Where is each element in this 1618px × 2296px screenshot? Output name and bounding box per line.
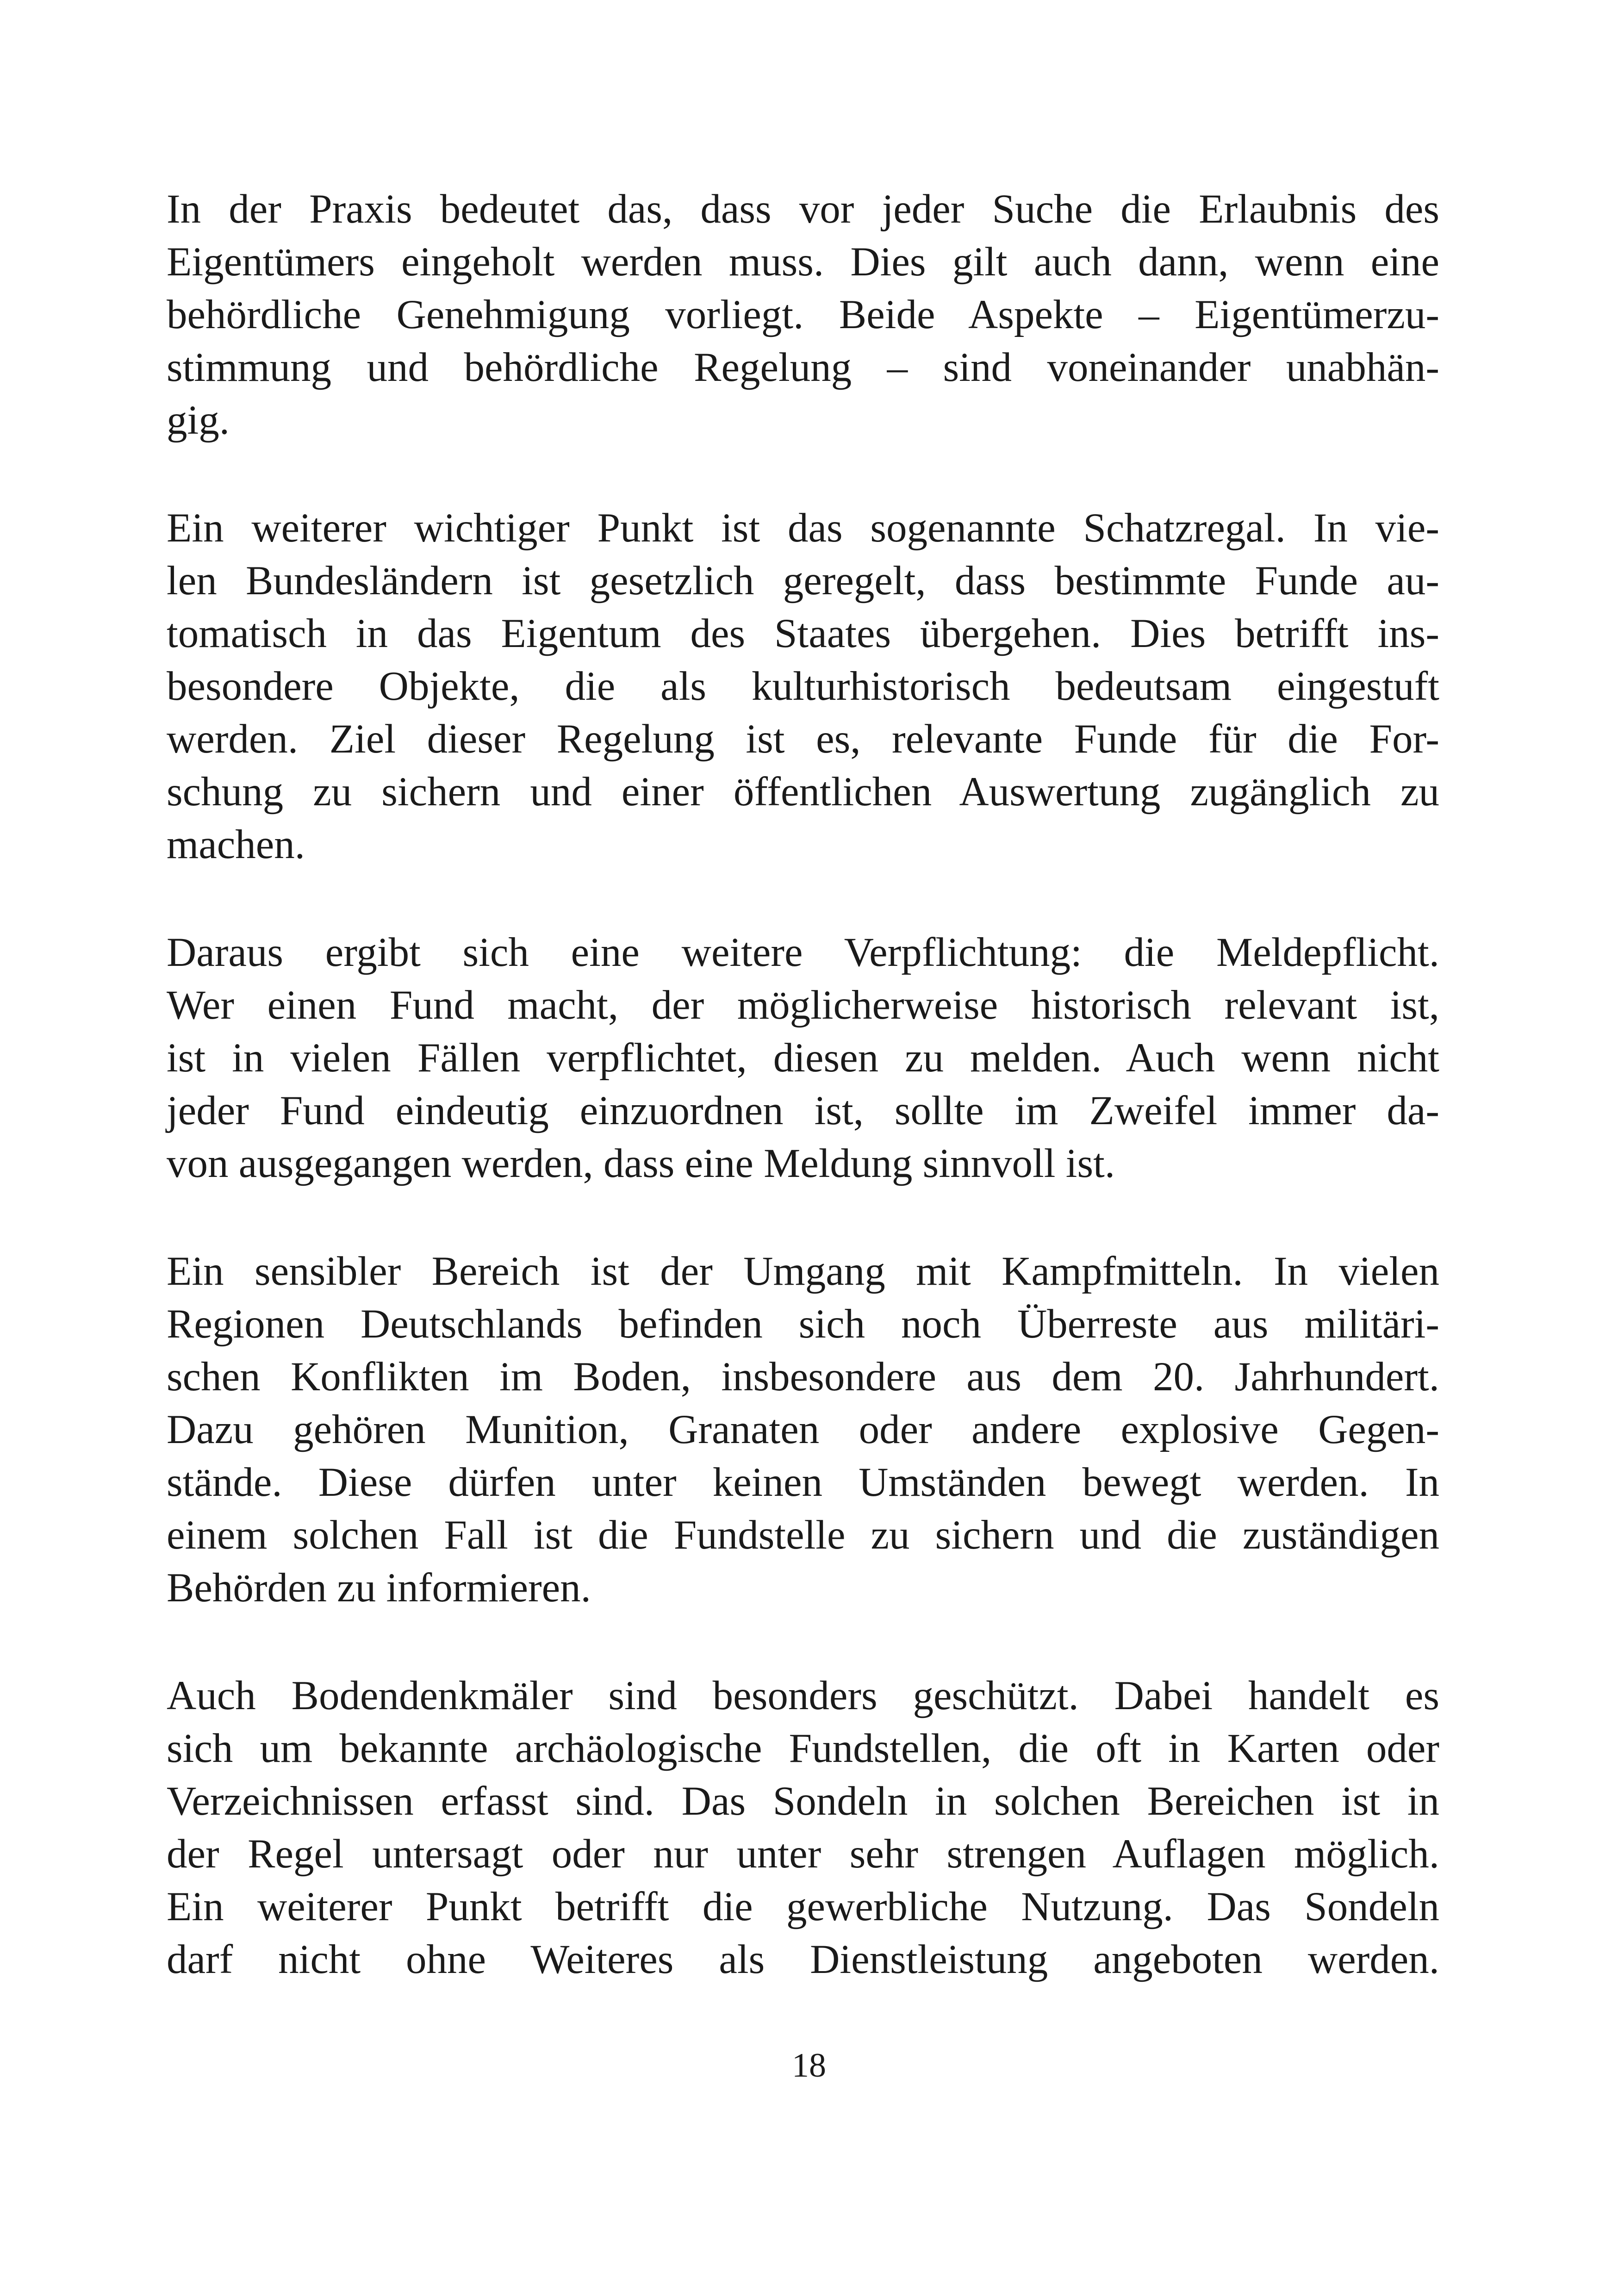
text-line: stände. Diese dürfen unter keinen Umständen bewegt werden. In xyxy=(167,1460,1439,1505)
text-line: Wer einen Fund macht, der möglicherweise historisch relevant ist, xyxy=(167,983,1439,1028)
text-line: Ein sensibler Bereich ist der Umgang mit Kampfmitteln. In vielen xyxy=(167,1249,1439,1294)
page-body xyxy=(167,183,1439,1986)
paragraph-5 xyxy=(167,1669,1439,1986)
paragraph-gap xyxy=(167,447,1439,502)
paragraph-gap xyxy=(167,1614,1439,1669)
text-line: Ein weiterer wichtiger Punkt ist das sogenannte Schatzregal. In vie- xyxy=(167,505,1439,551)
paragraph-4 xyxy=(167,1245,1439,1614)
text-line: von ausgegangen werden, dass eine Meldung sinnvoll ist. xyxy=(167,1141,1115,1186)
text-line: werden. Ziel dieser Regelung ist es, relevante Funde für die For- xyxy=(167,716,1439,762)
paragraph-gap xyxy=(167,871,1439,926)
text-line: Behörden zu informieren. xyxy=(167,1565,591,1611)
page-number: 18 xyxy=(792,2047,826,2084)
text-line: Eigentümers eingeholt werden muss. Dies gilt auch dann, wenn eine xyxy=(167,239,1439,285)
text-line: ist in vielen Fällen verpflichtet, diesen zu melden. Auch wenn nicht xyxy=(167,1035,1439,1081)
text-line: einem solchen Fall ist die Fundstelle zu sichern und die zuständigen xyxy=(167,1512,1439,1558)
paragraph-1 xyxy=(167,183,1439,447)
paragraph-3 xyxy=(167,926,1439,1190)
text-line: machen. xyxy=(167,822,305,867)
text-line: stimmung und behördliche Regelung – sind voneinander unabhän- xyxy=(167,345,1439,390)
text-line: der Regel untersagt oder nur unter sehr strengen Auflagen möglich. xyxy=(167,1831,1439,1877)
text-line: schung zu sichern und einer öffentlichen Auswertung zugänglich zu xyxy=(167,769,1439,815)
text-line: Dazu gehören Munition, Granaten oder andere explosive Gegen- xyxy=(167,1407,1439,1452)
text-line: behördliche Genehmigung vorliegt. Beide Aspekte – Eigentümerzu- xyxy=(167,292,1439,337)
text-line: tomatisch in das Eigentum des Staates übergehen. Dies betrifft ins- xyxy=(167,611,1439,656)
text-line: Auch Bodendenkmäler sind besonders geschützt. Dabei handelt es xyxy=(167,1673,1439,1718)
text-line: darf nicht ohne Weiteres als Dienstleistung angeboten werden. xyxy=(167,1937,1439,1982)
text-line: jeder Fund eindeutig einzuordnen ist, sollte im Zweifel immer da- xyxy=(167,1088,1439,1133)
text-line: In der Praxis bedeutet das, dass vor jeder Suche die Erlaubnis des xyxy=(167,187,1439,232)
paragraph-2 xyxy=(167,502,1439,871)
text-line: len Bundesländern ist gesetzlich geregelt, dass bestimmte Funde au- xyxy=(167,558,1439,604)
text-line: gig. xyxy=(167,398,230,443)
text-line: Regionen Deutschlands befinden sich noch Überreste aus militäri- xyxy=(167,1301,1439,1347)
text-line: Verzeichnissen erfasst sind. Das Sondeln in solchen Bereichen ist in xyxy=(167,1779,1439,1824)
text-line: sich um bekannte archäologische Fundstellen, die oft in Karten oder xyxy=(167,1726,1439,1771)
text-line: Daraus ergibt sich eine weitere Verpflichtung: die Meldepflicht. xyxy=(167,930,1439,975)
text-line: besondere Objekte, die als kulturhistorisch bedeutsam eingestuft xyxy=(167,664,1439,709)
paragraph-gap xyxy=(167,1190,1439,1245)
text-line: Ein weiterer Punkt betrifft die gewerbliche Nutzung. Das Sondeln xyxy=(167,1884,1439,1929)
text-line: schen Konflikten im Boden, insbesondere aus dem 20. Jahrhundert. xyxy=(167,1354,1439,1400)
